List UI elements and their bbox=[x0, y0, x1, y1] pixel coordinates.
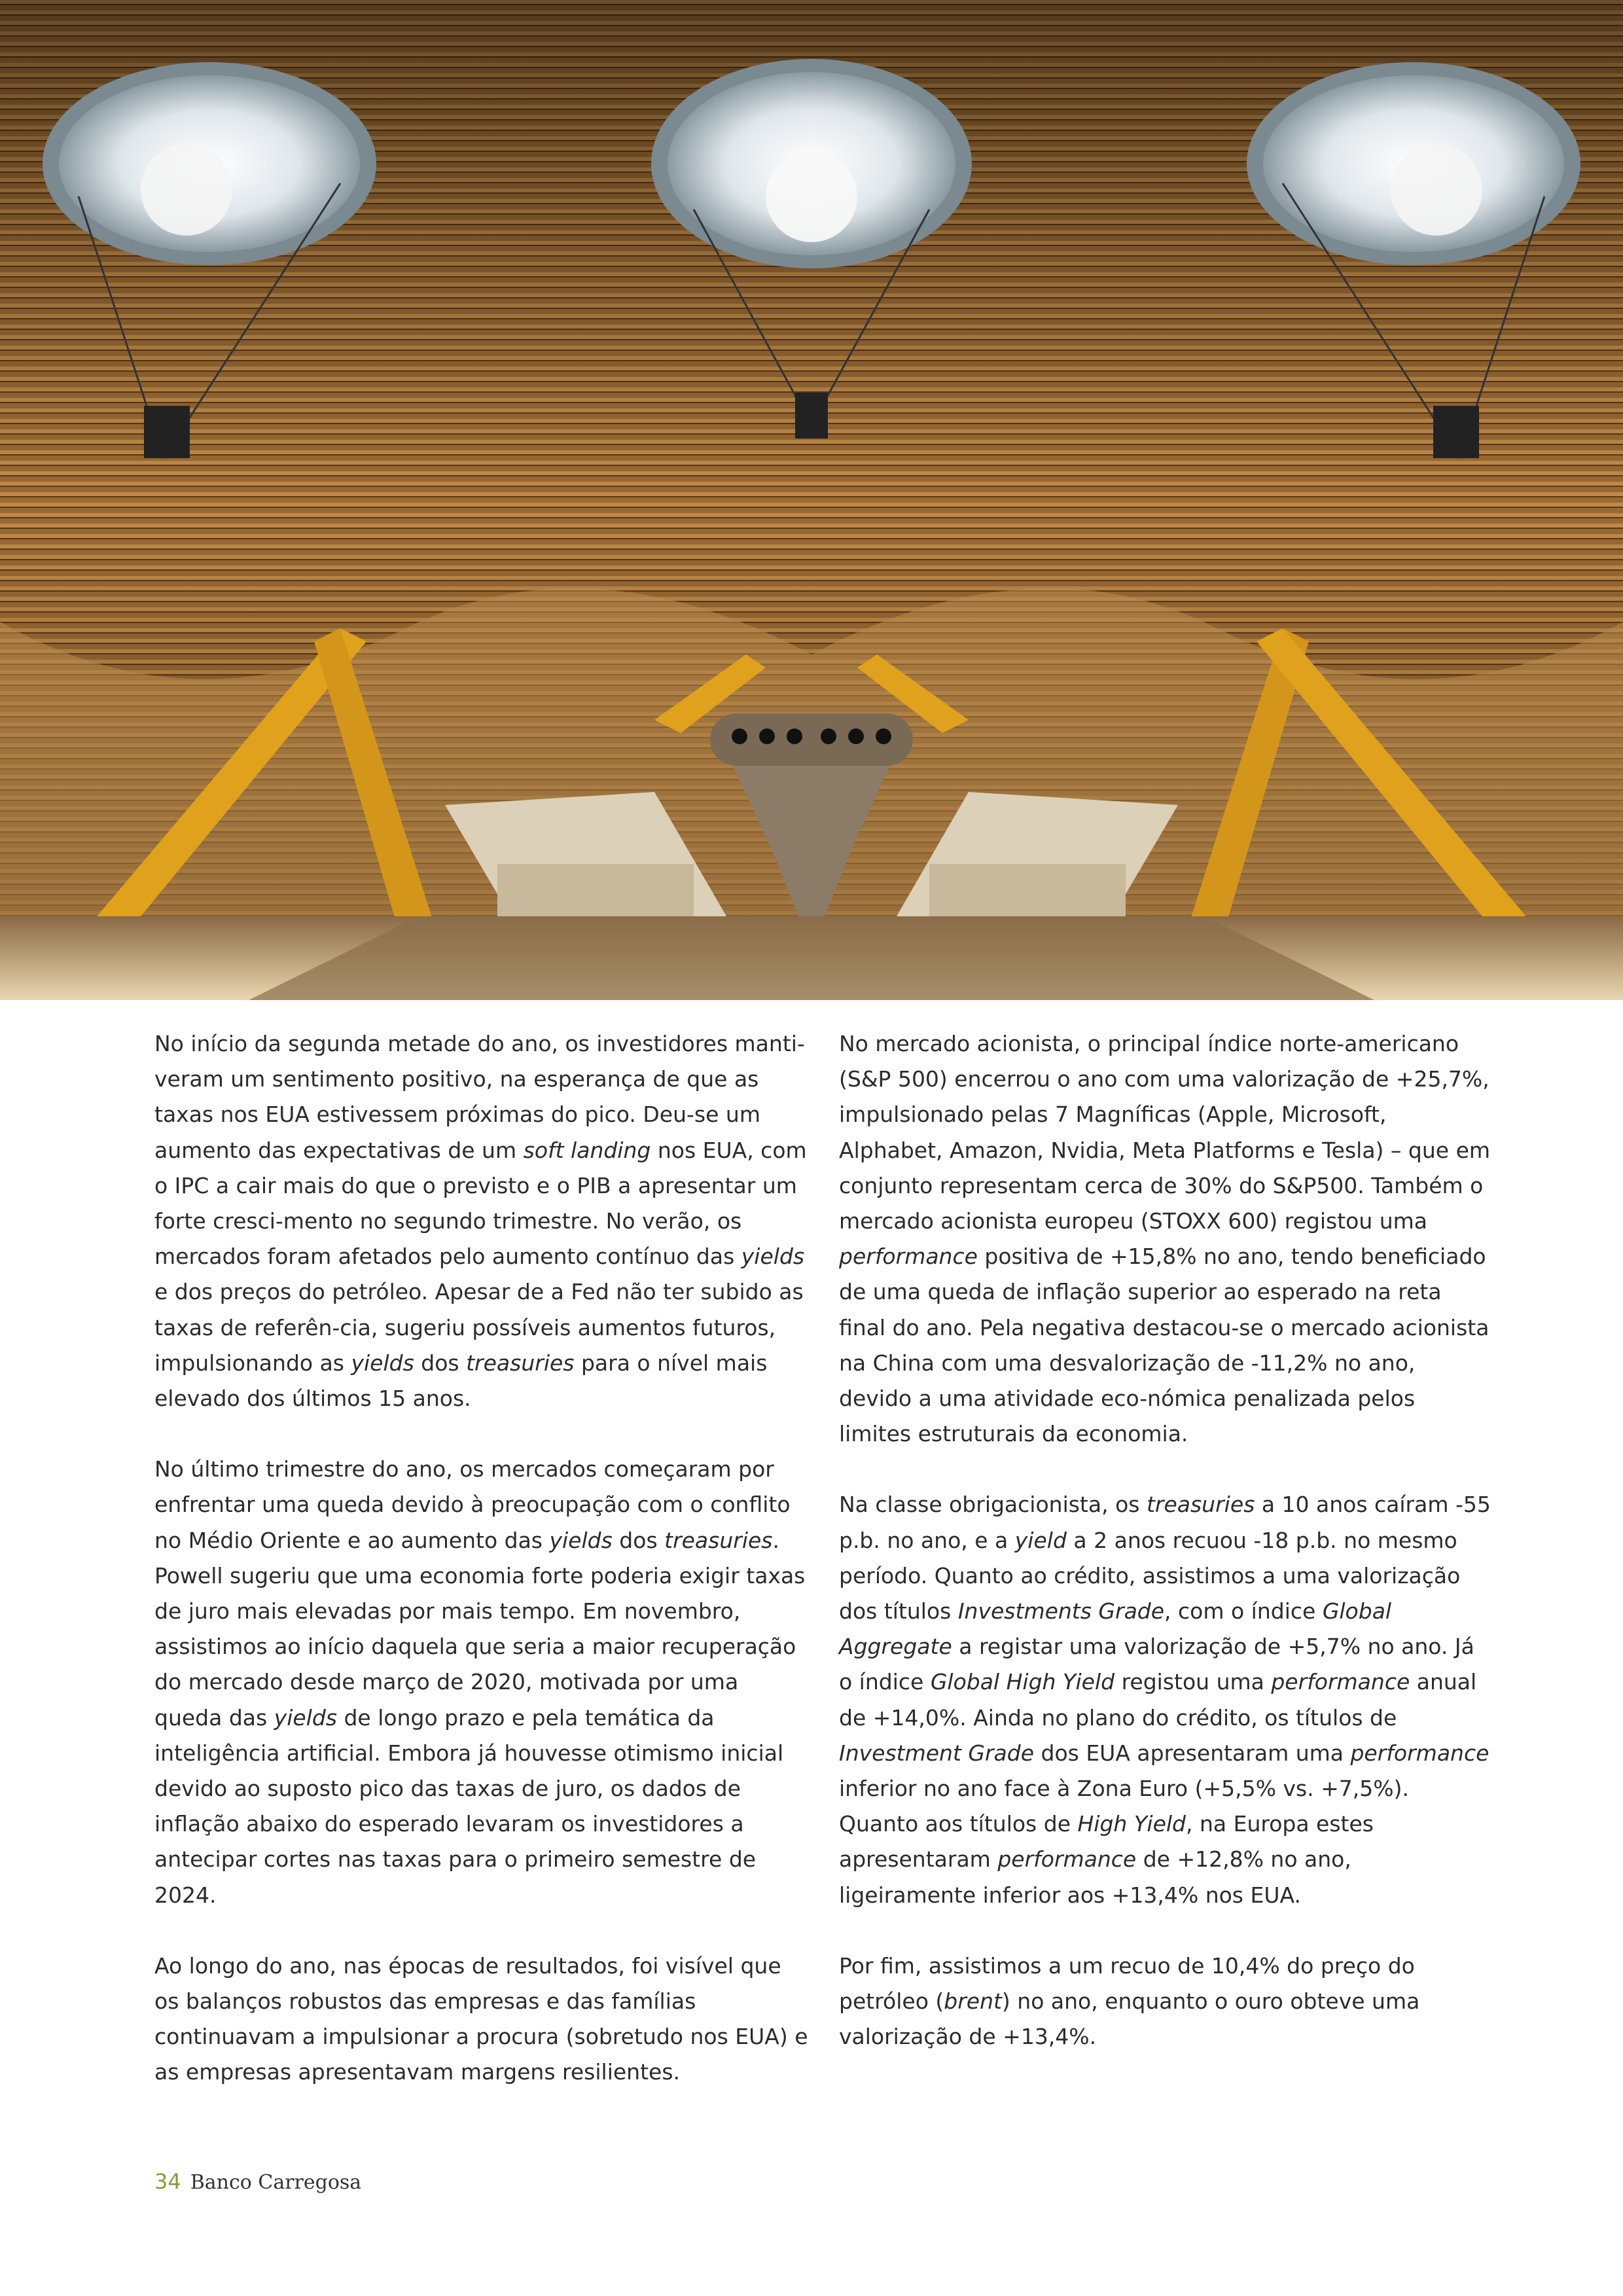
hero-photo bbox=[0, 0, 1623, 1000]
paragraph: Na classe obrigacionista, os treasuries a 10 anos caíram -55 p.b. no ano, e a yield a 2 anos recuou -18 p.b. no mesmo período. Quanto ao crédito, assistimos a uma valorização dos títulos Investments Grade, com o índice Global Aggregate a registar uma valorização de +5,7% no ano. Já o índice Global High Yield registou uma performance anual de +14,0%. Ainda no plano do crédito, os títulos de Investment Grade dos EUA apresentaram uma performance inferior no ano face à Zona Euro (+5,5% vs. +7,5%). Quanto aos títulos de High Yield, na Europa estes apresentaram performance de +12,8% no ano, ligeiramente inferior aos +13,4% nos EUA. bbox=[839, 1492, 1491, 1908]
left-column bbox=[154, 1026, 809, 2126]
page-footer bbox=[154, 2169, 361, 2194]
paragraph: No início da segunda metade do ano, os investidores manti-veram um sentimento positivo, na esperança de que as taxas nos EUA estivessem próximas do pico. Deu-se um aumento das expectativas de um soft landing nos EUA, com o IPC a cair mais do que o previsto e o PIB a apresentar um forte cresci-mento no segundo trimestre. No verão, os mercados foram afetados pelo aumento contínuo das yields e dos preços do petróleo. Apesar de a Fed não ter subido as taxas de referên-cia, sugeriu possíveis aumentos futuros, impulsionando as yields dos treasuries para o nível mais elevado dos últimos 15 anos. bbox=[154, 1031, 807, 1412]
paragraph: No mercado acionista, o principal índice norte-americano (S&P 500) encerrou o ano com uma valorização de +25,7%, impulsionado pelas 7 Magníficas (Apple, Microsoft, Alphabet, Amazon, Nvidia, Meta Platforms e Tesla) – que em conjunto representam cerca de 30% do S&P500. Também o mercado acionista europeu (STOXX 600) registou uma performance positiva de +15,8% no ano, tendo beneficiado de uma queda de inflação superior ao esperado na reta final do ano. Pela negativa destacou-se o mercado acionista na China com uma desvalorização de -11,2% no ano, devido a uma atividade eco-nómica penalizada pelos limites estruturais da economia. bbox=[839, 1031, 1491, 1447]
right-column bbox=[839, 1026, 1493, 2090]
airport-ceiling-illustration bbox=[0, 0, 1623, 1000]
paragraph: Por fim, assistimos a um recuo de 10,4% do preço do petróleo (brent) no ano, enquanto o ouro obteve uma valorização de +13,4%. bbox=[839, 1952, 1420, 2050]
paragraph: Ao longo do ano, nas épocas de resultados, foi visível que os balanços robustos das empresas e das famílias continuavam a impulsionar a procura (sobretudo nos EUA) e as empresas apresentavam margens resilientes. bbox=[154, 1952, 808, 2085]
brand-name: Banco Carregosa bbox=[190, 2171, 362, 2194]
page-number: 34 bbox=[154, 2169, 181, 2194]
paragraph: No último trimestre do ano, os mercados começaram por enfrentar uma queda devido à preocupação com o conflito no Médio Oriente e ao aumento das yields dos treasuries. Powell sugeriu que uma economia forte poderia exigir taxas de juro mais elevadas por mais tempo. Em novembro, assistimos ao início daquela que seria a maior recuperação do mercado desde março de 2020, motivada por uma queda das yields de longo prazo e pela temática da inteligência artificial. Embora já houvesse otimismo inicial devido ao suposto pico das taxas de juro, os dados de inflação abaixo do esperado levaram os investidores a antecipar cortes nas taxas para o primeiro semestre de 2024. bbox=[154, 1456, 806, 1908]
